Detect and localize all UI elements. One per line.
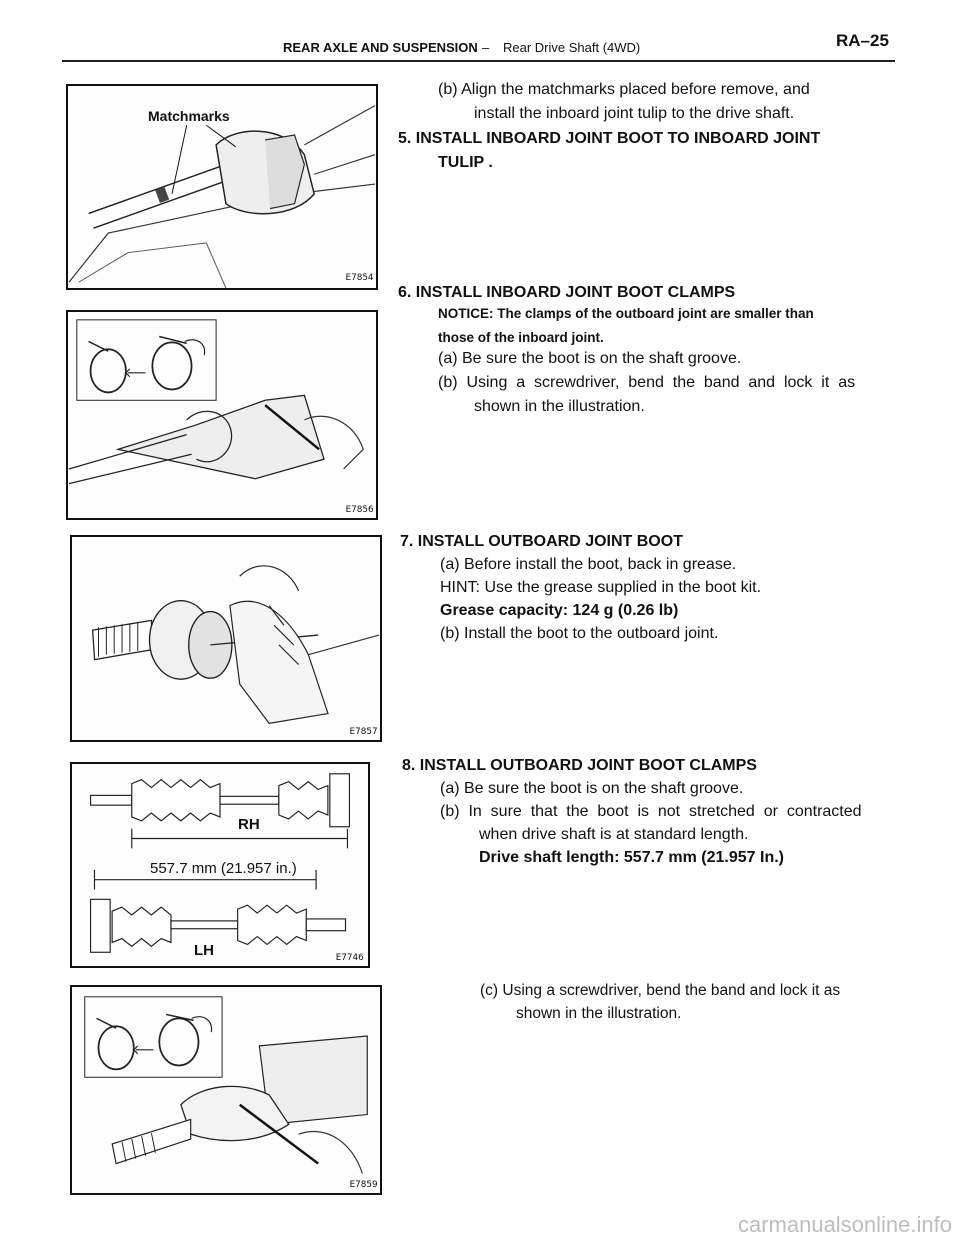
step8c-line1: (c) Using a screwdriver, bend the band and lock it as: [480, 982, 841, 999]
step6b-line1: (b) Using a screwdriver, bend the band and lock it as: [438, 374, 856, 391]
matchmarks-label: Matchmarks: [148, 108, 230, 124]
label-rh: RH: [238, 816, 260, 833]
step8-drive-shaft-length: Drive shaft length: 557.7 mm (21.957 In.): [479, 849, 784, 866]
figure-code: E7856: [345, 505, 374, 516]
figure-drive-shaft-length: [70, 762, 370, 968]
figure-code: E7746: [335, 953, 364, 964]
outboard-clamp-illustration: [72, 987, 380, 1193]
label-lh: LH: [194, 942, 214, 959]
step8-title: 8. INSTALL OUTBOARD JOINT BOOT CLAMPS: [402, 757, 757, 774]
watermark: carmanualsonline.info: [737, 1212, 952, 1237]
step5-title-line1: 5. INSTALL INBOARD JOINT BOOT TO INBOARD JOINT: [398, 130, 821, 147]
figure-matchmarks: [66, 84, 378, 290]
step8b-line2: when drive shaft is at standard length.: [479, 826, 749, 843]
step6-notice-line1: NOTICE: The clamps of the outboard joint are smaller than: [438, 306, 814, 321]
figure-outboard-clamp: [70, 985, 382, 1195]
figure-code: E7854: [345, 273, 374, 284]
figure-code: E7857: [349, 727, 378, 738]
figure-outboard-boot: [70, 535, 382, 742]
step7b: (b) Install the boot to the outboard joint.: [440, 625, 719, 642]
figure-inboard-clamp: [66, 310, 378, 520]
step6-title: 6. INSTALL INBOARD JOINT BOOT CLAMPS: [398, 284, 736, 301]
step7-title: 7. INSTALL OUTBOARD JOINT BOOT: [400, 533, 683, 550]
header-separator: –: [482, 40, 490, 55]
step8b-line1: (b) In sure that the boot is not stretched or contracted: [440, 803, 862, 820]
section-title: REAR AXLE AND SUSPENSION: [283, 40, 478, 55]
header-rule: [62, 60, 895, 62]
dimension-label: 557.7 mm (21.957 in.): [150, 860, 297, 877]
subsection-title: Rear Drive Shaft (4WD): [503, 40, 641, 55]
step5-title-line2: TULIP .: [438, 154, 493, 171]
outboard-boot-illustration: [72, 537, 380, 740]
step4b-line2: install the inboard joint tulip to the drive shaft.: [474, 105, 795, 122]
step7-hint: HINT: Use the grease supplied in the boot kit.: [440, 579, 762, 596]
step8a: (a) Be sure the boot is on the shaft groove.: [440, 780, 744, 797]
step4b-line1: (b) Align the matchmarks placed before remove, and: [438, 81, 810, 98]
step7a: (a) Before install the boot, back in grease.: [440, 556, 737, 573]
inboard-clamp-illustration: [68, 312, 376, 518]
step6a: (a) Be sure the boot is on the shaft groove.: [438, 350, 742, 367]
step8c-line2: shown in the illustration.: [516, 1005, 682, 1022]
page-number: RA–25: [836, 31, 889, 50]
step7-grease-capacity: Grease capacity: 124 g (0.26 lb): [440, 602, 679, 619]
step6-notice-line2: those of the inboard joint.: [438, 330, 604, 345]
step6b-line2: shown in the illustration.: [474, 398, 645, 415]
figure-code: E7859: [349, 1180, 378, 1191]
